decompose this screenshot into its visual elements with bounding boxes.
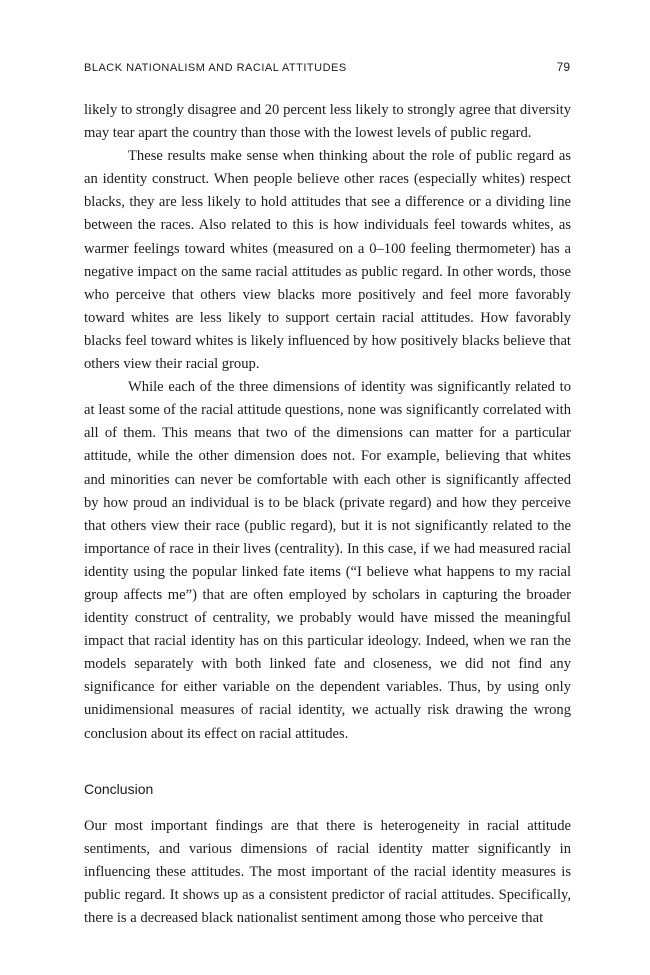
running-title: BLACK NATIONALISM AND RACIAL ATTITUDES: [84, 62, 347, 74]
main-text: [84, 99, 571, 930]
page-number: 79: [556, 60, 570, 74]
running-head: [84, 60, 570, 74]
paragraph-conclusion: Our most important findings are that there is heterogeneity in racial attitude sentiments, and various dimensions of racial identity matter significantly in influencing these attitudes. The most important of the racial identity measures is public regard. It shows up as a consistent predictor of racial attitudes. Specifically, there is a decreased black nationalist sentiment among those who perceive that: [84, 817, 571, 926]
paragraph-continued: likely to strongly disagree and 20 percent less likely to strongly agree that diversity may tear apart the country than those with the lowest levels of public regard.: [84, 102, 571, 142]
section-heading-conclusion: Conclusion: [84, 780, 154, 797]
paragraph-dimensions: While each of the three dimensions of identity was significantly related to at least some of the racial attitude questions, none was significantly correlated with all of them. This means that two of the dimensions can matter for a particular attitude, while the other dimension does not. For example, believing that whites and minorities can never be comfortable with each other is significantly affected by how proud an individual is to be black (private regard) and how they perceive that others view their race (public regard), but it is not significantly related to the importance of race in their lives (centrality). In this case, if we had measured racial identity using the popular linked fate items (“I believe what happens to my racial group affects me”) that are often employed by scholars in capturing the broader identity construct of centrality, we probably would have missed the meaningful impact that racial identity has on this particular ideology. Indeed, when we ran the models separately with both linked fate and closeness, we did not find any significance for either variable on the dependent variables. Thus, by using only unidimensional measures of racial identity, we actually risk drawing the wrong conclusion about its effect on racial attitudes.: [84, 379, 571, 742]
paragraph-public-regard: These results make sense when thinking about the role of public regard as an identity construct. When people believe other races (especially whites) respect blacks, they are less likely to hold attitudes that see a difference or a dividing line between the races. Also related to this is how individuals feel towards whites, as warmer feelings toward whites (measured on a 0–100 feeling thermometer) has a negative impact on the same racial attitudes as public regard. In other words, those who perceive that others view blacks more positively and feel more favorably toward whites are less likely to support certain racial attitudes. How favorably blacks feel toward whites is likely influenced by how positively blacks believe that others view their racial group.: [84, 148, 571, 373]
